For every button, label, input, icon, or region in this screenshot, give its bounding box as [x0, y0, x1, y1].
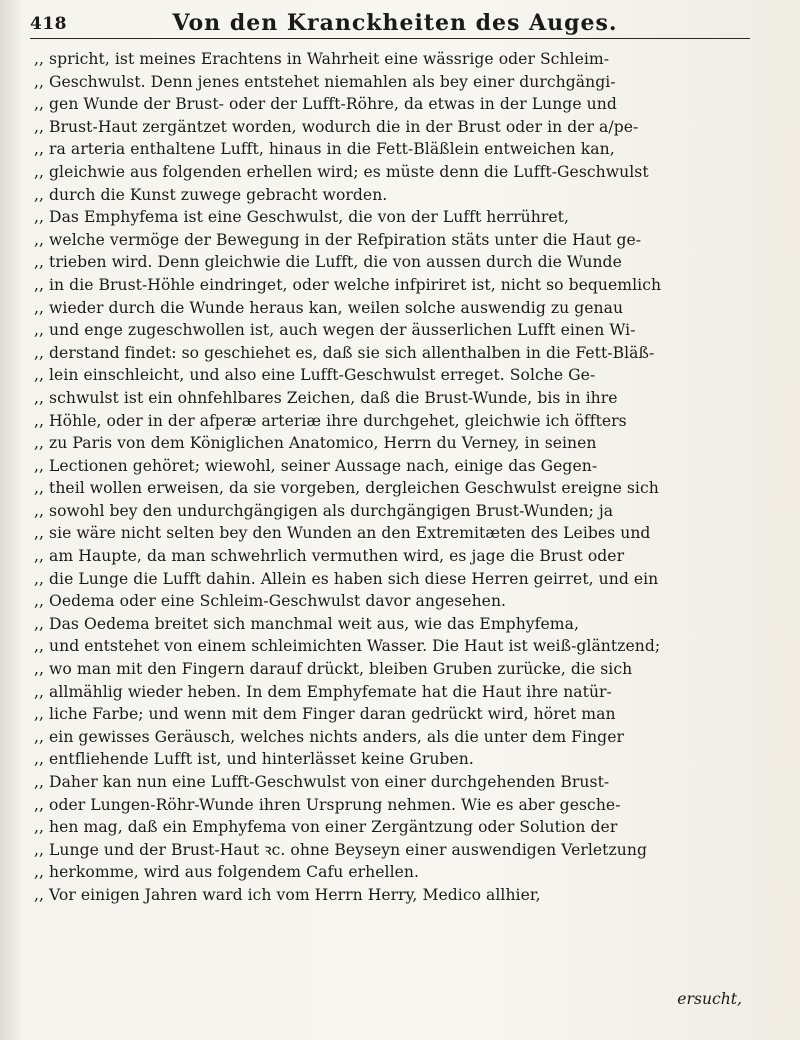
text-line: ,, welche vermöge der Bewegung in der Refpiration stäts unter die Haut ge- [34, 230, 642, 249]
text-line: ,, und entstehet von einem schleimichten Wasser. Die Haut ist weiß-gläntzend; [34, 637, 661, 656]
text-line: ,, wo man mit den Fingern darauf drückt, bleiben Gruben zurücke, die sich [34, 660, 633, 679]
text-line: ,, Lectionen gehöret; wiewohl, seiner Aussage nach, einige das Gegen- [34, 456, 598, 475]
text-line: ,, Das Oedema breitet sich manchmal weit aus, wie das Emphyfema, [34, 614, 579, 633]
text-line: ,, zu Paris von dem Königlichen Anatomico, Herrn du Verney, in seinen [34, 434, 597, 453]
text-line: ,, theil wollen erweisen, da sie vorgeben, dergleichen Geschwulst ereigne sich [34, 479, 659, 498]
text-line: ,, und enge zugeschwollen ist, auch wegen der äusserlichen Lufft einen Wi- [34, 321, 636, 340]
text-line: ,, ra arteria enthaltene Lufft, hinaus in die Fett-Bläßlein entweichen kan, [34, 140, 615, 159]
catchword: ersucht, [677, 990, 742, 1008]
text-line: ,, Vor einigen Jahren ward ich vom Herrn Herry, Medico allhier, [34, 885, 541, 904]
text-line: ,, trieben wird. Denn gleichwie die Lufft, die von aussen durch die Wunde [34, 253, 622, 272]
text-line: ,, Geschwulst. Denn jenes entstehet niemahlen als bey einer durchgängi- [34, 72, 616, 91]
text-line: ,, die Lunge die Lufft dahin. Allein es haben sich diese Herren geirret, und ein [34, 569, 659, 588]
body-text [34, 48, 758, 907]
page-edge-shadow [0, 0, 24, 1040]
text-line: ,, derstand findet: so geschiehet es, daß sie sich allenthalben in die Fett-Bläß- [34, 343, 655, 362]
text-line: ,, Lunge und der Brust-Haut ꝛc. ohne Beyseyn einer auswendigen Verletzung [34, 840, 647, 859]
page-number: 418 [30, 14, 67, 34]
text-line: ,, Höhle, oder in der afperæ arteriæ ihre durchgehet, gleichwie ich öffters [34, 411, 627, 430]
text-line: ,, durch die Kunst zuwege gebracht worden. [34, 185, 388, 204]
text-line: ,, sie wäre nicht selten bey den Wunden an den Extremitæten des Leibes und [34, 524, 651, 543]
text-line: ,, schwulst ist ein ohnfehlbares Zeichen, daß die Brust-Wunde, bis in ihre [34, 388, 618, 407]
text-line: ,, in die Brust-Höhle eindringet, oder welche infpiriret ist, nicht so bequemlich [34, 275, 662, 294]
text-line: ,, gleichwie aus folgenden erhellen wird; es müste denn die Lufft-Geschwulst [34, 162, 649, 181]
running-head: Von den Kranckheiten des Auges. [172, 10, 618, 36]
page-header [30, 10, 750, 39]
text-line: ,, herkomme, wird aus folgendem Cafu erhellen. [34, 863, 419, 882]
text-line: ,, am Haupte, da man schwehrlich vermuthen wird, es jage die Brust oder [34, 547, 625, 566]
text-line: ,, sowohl bey den undurchgängigen als durchgängigen Brust-Wunden; ja [34, 501, 614, 520]
text-line: ,, lein einschleicht, und also eine Lufft-Geschwulst erreget. Solche Ge- [34, 366, 596, 385]
text-line: ,, ein gewisses Geräusch, welches nichts anders, als die unter dem Finger [34, 727, 624, 746]
text-line: ,, entfliehende Lufft ist, und hinterlässet keine Gruben. [34, 750, 474, 769]
text-line: ,, allmählig wieder heben. In dem Emphyfemate hat die Haut ihre natür- [34, 682, 612, 701]
text-line: ,, spricht, ist meines Erachtens in Wahrheit eine wässrige oder Schleim- [34, 50, 610, 68]
text-line: ,, Das Emphyfema ist eine Geschwulst, die von der Lufft herrühret, [34, 208, 569, 227]
text-line: ,, gen Wunde der Brust- oder der Lufft-Röhre, da etwas in der Lunge und [34, 95, 617, 114]
text-line: ,, wieder durch die Wunde heraus kan, weilen solche auswendig zu genau [34, 298, 624, 317]
text-line: ,, hen mag, daß ein Emphyfema von einer Zergäntzung oder Solution der [34, 818, 618, 837]
text-line: ,, Oedema oder eine Schleim-Geschwulst davor angesehen. [34, 592, 507, 611]
text-line: ,, oder Lungen-Röhr-Wunde ihren Ursprung nehmen. Wie es aber gesche- [34, 795, 621, 814]
text-line: ,, liche Farbe; und wenn mit dem Finger daran gedrückt wird, höret man [34, 705, 616, 724]
text-line: ,, Daher kan nun eine Lufft-Geschwulst von einer durchgehenden Brust- [34, 773, 610, 791]
text-line: ,, Brust-Haut zergäntzet worden, wodurch die in der Brust oder in der a/pe- [34, 117, 639, 136]
